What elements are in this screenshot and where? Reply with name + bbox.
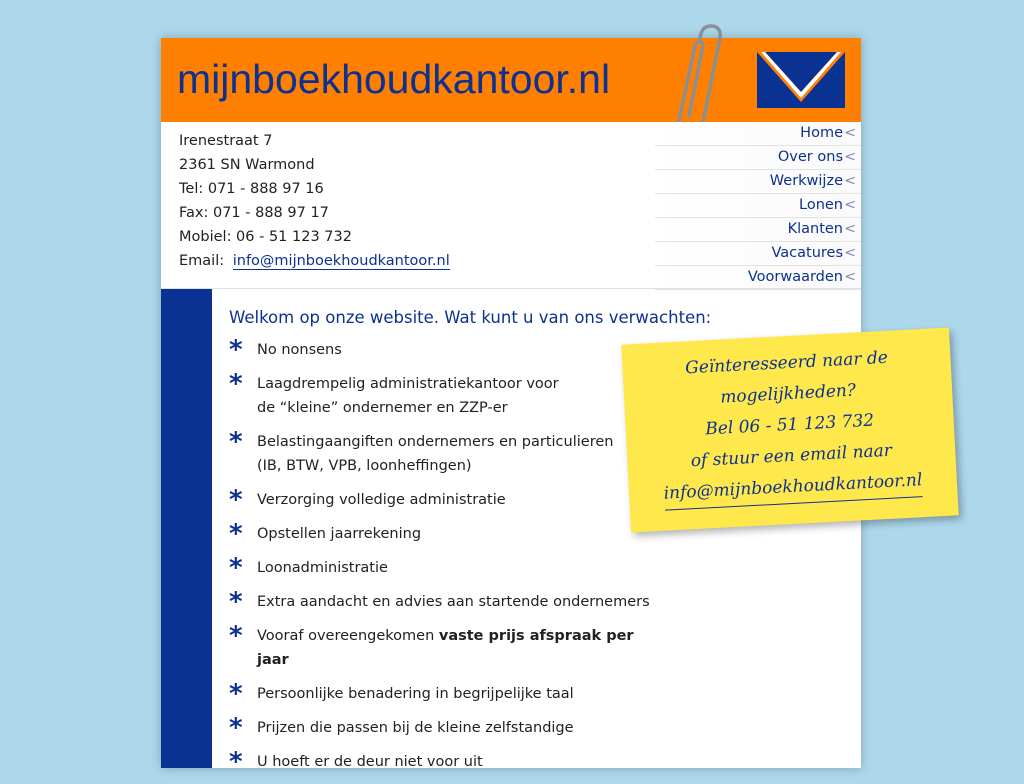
- nav-item-label: Voorwaarden: [747, 269, 843, 285]
- nav-item-label: Over ons: [777, 149, 843, 165]
- list-item: * Belastingaangiften ondernemers en particulieren (IB, BTW, VPB, loonheffingen): [229, 427, 614, 474]
- chevron-left-icon: <: [844, 173, 856, 189]
- chevron-left-icon: <: [844, 125, 856, 141]
- asterisk-icon: *: [229, 369, 243, 399]
- nav-item-voorwaarden[interactable]: [655, 266, 861, 290]
- main-nav: [655, 122, 861, 290]
- list-item: * Laagdrempelig administratiekantoor voor de “kleine” ondernemer en ZZP-er: [229, 369, 559, 416]
- chevron-left-icon: <: [844, 221, 856, 237]
- contact-block: [179, 129, 450, 273]
- nav-item-label: Home: [800, 125, 843, 141]
- list-item: * U hoeft er de deur niet voor uit: [229, 747, 483, 777]
- note-line: Geïnteresseerd naar de: [684, 347, 889, 379]
- contact-fax: Fax: 071 - 888 97 17: [179, 205, 329, 221]
- nav-item-over-ons[interactable]: [655, 146, 861, 170]
- welcome-heading: Welkom op onze website. Wat kunt u van ons verwachten:: [229, 308, 712, 327]
- chevron-left-icon: <: [844, 269, 856, 285]
- note-email[interactable]: info@mijnboekhoudkantoor.nl: [628, 463, 957, 512]
- contact-street: Irenestraat 7: [179, 133, 273, 149]
- feature-list: [229, 335, 659, 784]
- note-line: Bel 06 - 51 123 732: [704, 410, 875, 440]
- asterisk-icon: *: [229, 519, 243, 549]
- chevron-left-icon: <: [844, 197, 856, 213]
- chevron-left-icon: <: [844, 245, 856, 261]
- sidebar-bar: [161, 289, 212, 768]
- note-line: mogelijkheden?: [719, 380, 857, 408]
- list-item: * Extra aandacht en advies aan startende ondernemers: [229, 587, 650, 617]
- list-item: * No nonsens: [229, 335, 342, 365]
- contact-email-link[interactable]: info@mijnboekhoudkantoor.nl: [232, 253, 450, 269]
- sticky-note: [621, 328, 958, 533]
- nav-item-klanten[interactable]: [655, 218, 861, 242]
- asterisk-icon: *: [229, 713, 243, 743]
- asterisk-icon: *: [229, 587, 243, 617]
- asterisk-icon: *: [229, 335, 243, 365]
- contact-email-label: Email:: [179, 253, 225, 269]
- note-line: of stuur een email naar: [690, 440, 893, 472]
- asterisk-icon: *: [229, 553, 243, 583]
- nav-item-werkwijze[interactable]: [655, 170, 861, 194]
- nav-item-label: Klanten: [787, 221, 843, 237]
- contact-tel: Tel: 071 - 888 97 16: [179, 181, 324, 197]
- asterisk-icon: *: [229, 427, 243, 457]
- nav-item-home[interactable]: [655, 122, 861, 146]
- nav-item-label: Lonen: [799, 197, 843, 213]
- section-divider: [161, 288, 861, 289]
- contact-city: 2361 SN Warmond: [179, 157, 315, 173]
- nav-item-lonen[interactable]: [655, 194, 861, 218]
- asterisk-icon: *: [229, 621, 243, 651]
- list-item: * Vooraf overeengekomen vaste prijs afspraak per jaar: [229, 621, 634, 668]
- nav-item-label: Vacatures: [771, 245, 843, 261]
- header-banner: [161, 38, 861, 122]
- nav-item-vacatures[interactable]: [655, 242, 861, 266]
- contact-email-row: [179, 249, 450, 273]
- contact-mobile: Mobiel: 06 - 51 123 732: [179, 229, 352, 245]
- asterisk-icon: *: [229, 679, 243, 709]
- list-item: * Verzorging volledige administratie: [229, 485, 506, 515]
- list-item: * Prijzen die passen bij de kleine zelfstandige: [229, 713, 574, 743]
- logo-icon[interactable]: [757, 52, 845, 108]
- list-item: * Persoonlijke benadering in begrijpelijke taal: [229, 679, 574, 709]
- list-item: * Opstellen jaarrekening: [229, 519, 422, 549]
- site-title[interactable]: mijnboekhoudkantoor.nl: [177, 56, 611, 102]
- nav-item-label: Werkwijze: [769, 173, 843, 189]
- chevron-left-icon: <: [844, 149, 856, 165]
- asterisk-icon: *: [229, 485, 243, 515]
- list-item: * Loonadministratie: [229, 553, 388, 583]
- asterisk-icon: *: [229, 747, 243, 777]
